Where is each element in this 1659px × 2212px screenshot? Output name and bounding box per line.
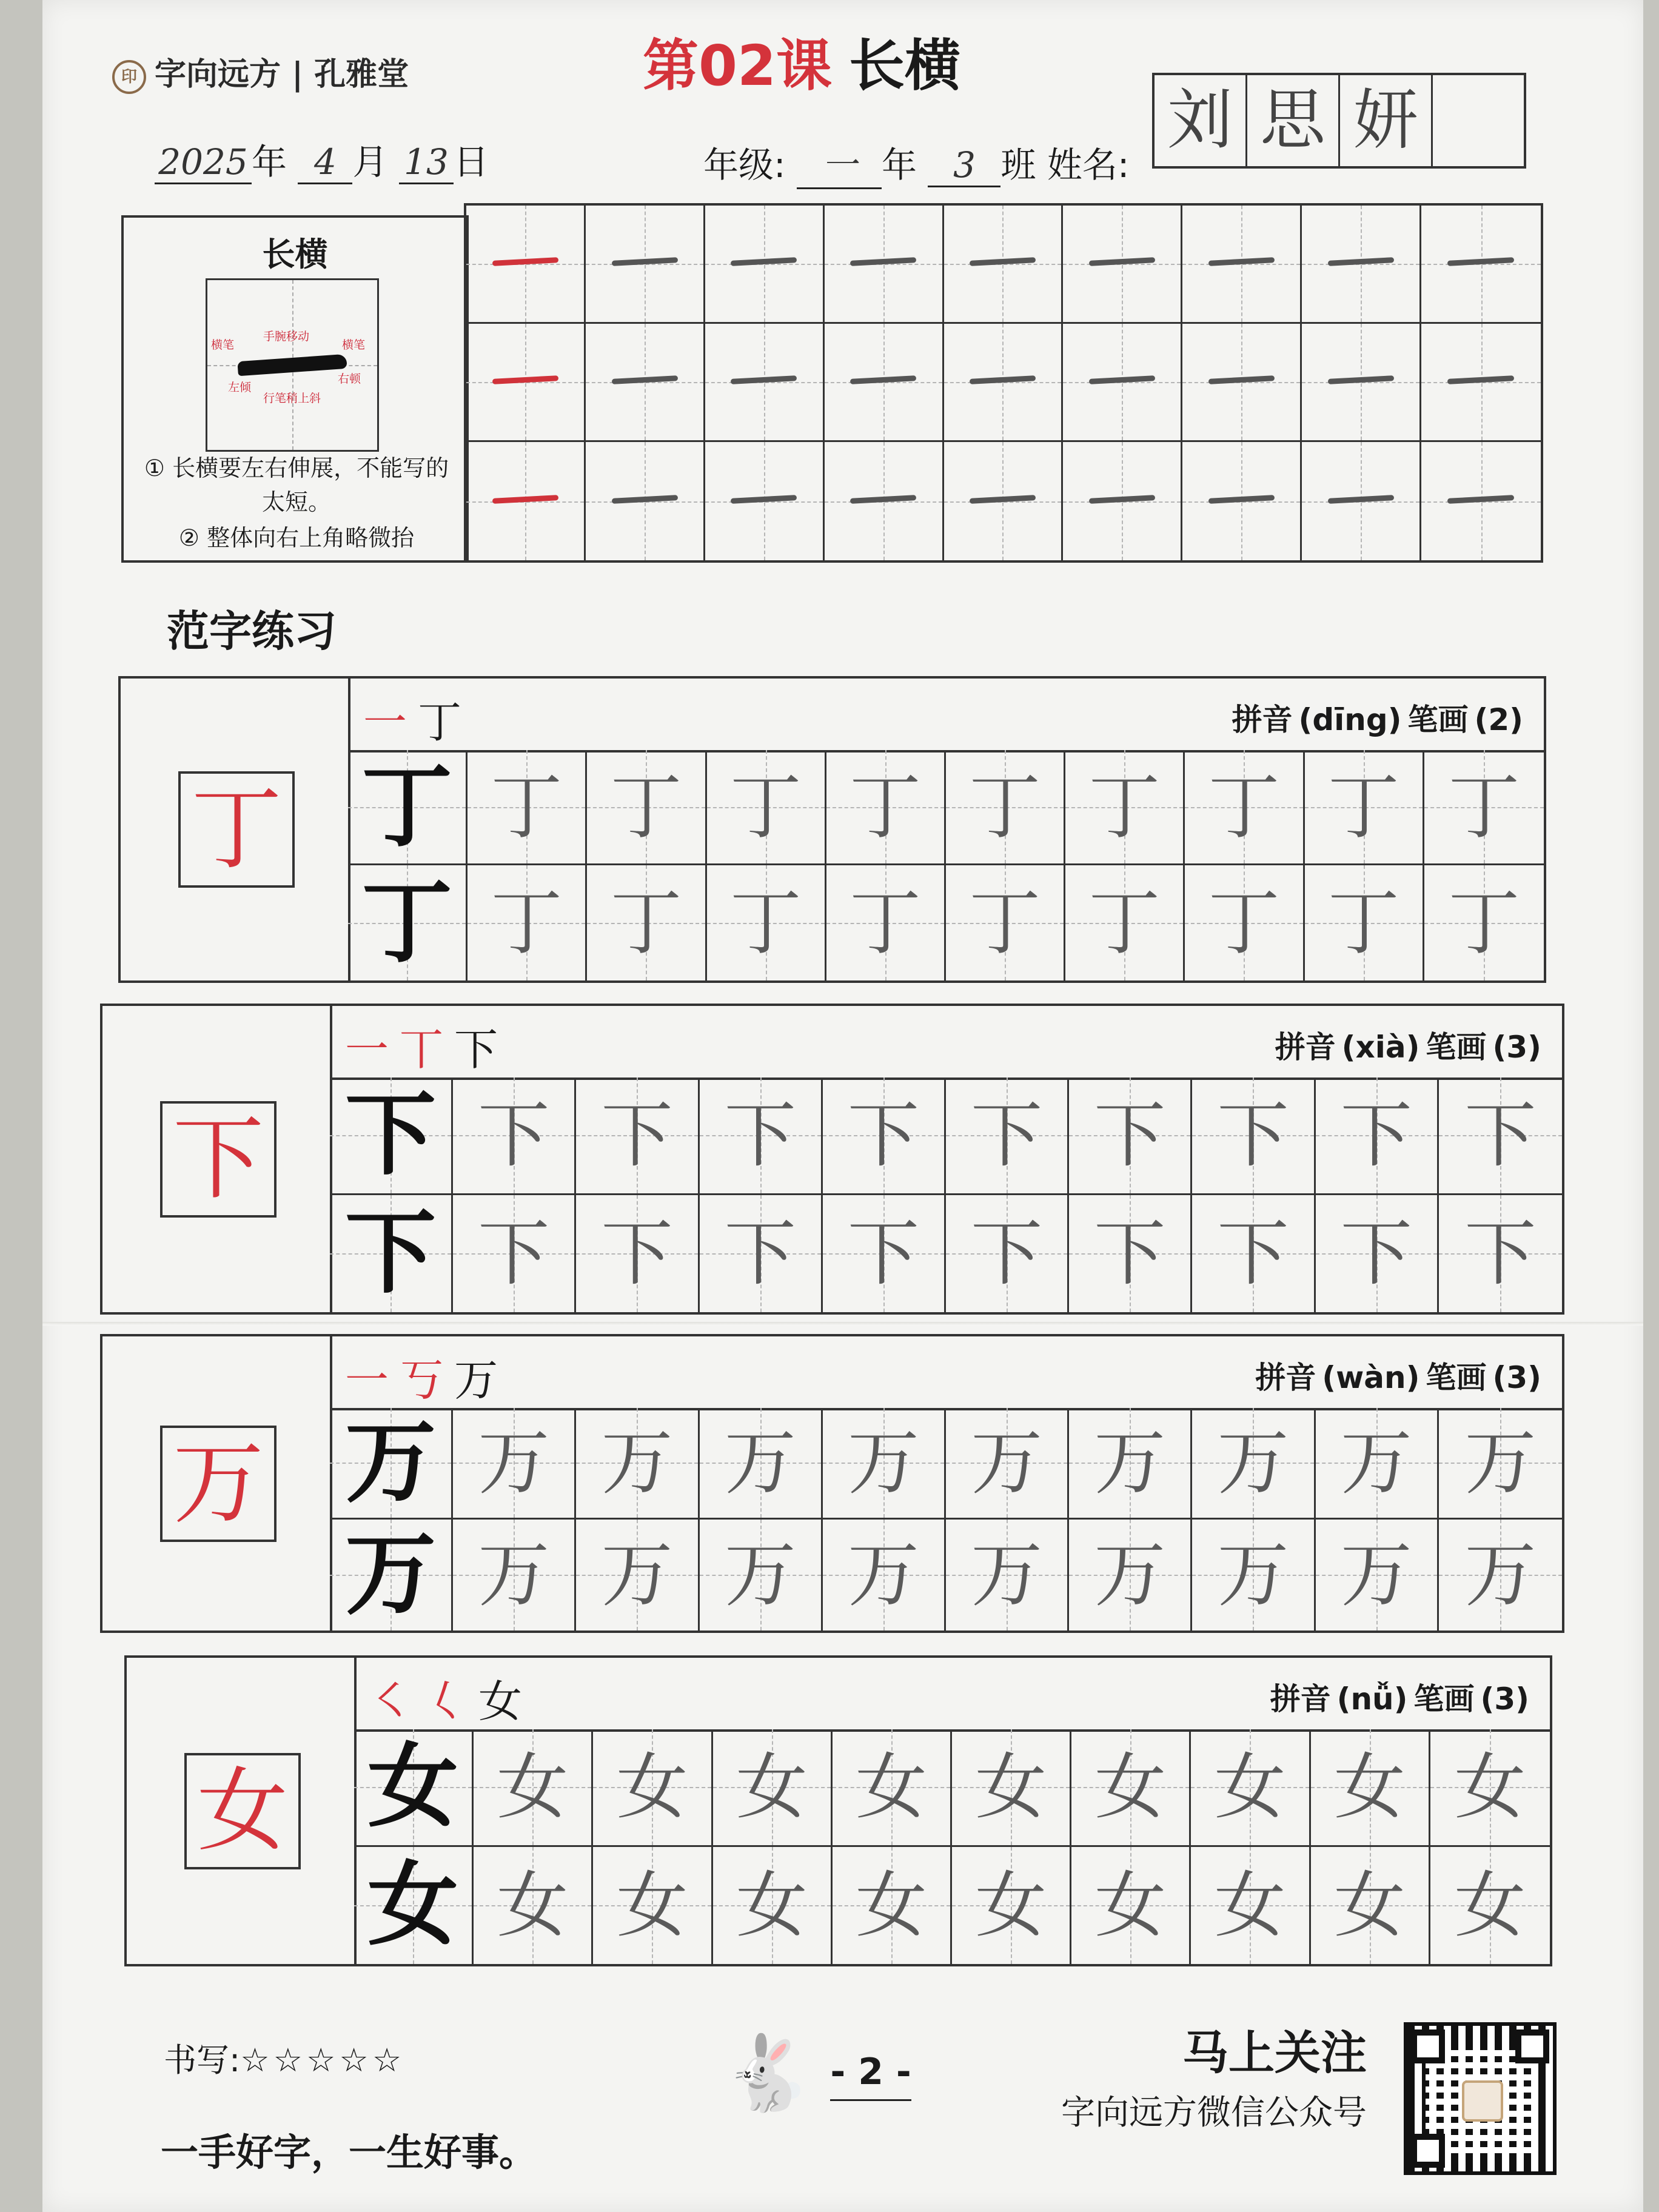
practice-cell[interactable] bbox=[1316, 1078, 1439, 1195]
stroke-order-step: ㇛ bbox=[369, 1676, 424, 1727]
handwritten-character: 万 bbox=[847, 1533, 919, 1617]
handwritten-character: 女 bbox=[736, 1745, 808, 1829]
stroke-order-row bbox=[330, 1336, 1562, 1410]
handwritten-character: 万 bbox=[971, 1421, 1043, 1505]
handwritten-character: 下 bbox=[478, 1212, 550, 1296]
practice-cell[interactable] bbox=[946, 750, 1065, 865]
handwritten-character: 下 bbox=[1217, 1093, 1289, 1178]
handwritten-character: 下 bbox=[1094, 1093, 1166, 1178]
practice-cell[interactable] bbox=[330, 1520, 453, 1631]
handwritten-character: 丁 bbox=[1448, 881, 1520, 965]
stroke-order-step: 丁 bbox=[418, 697, 473, 748]
practice-cell[interactable] bbox=[453, 1195, 576, 1313]
handwritten-character: 下 bbox=[1094, 1212, 1166, 1296]
practice-cell[interactable] bbox=[1305, 750, 1424, 865]
practice-grid bbox=[348, 750, 1544, 980]
practice-cell[interactable] bbox=[1192, 1195, 1315, 1313]
handwritten-character: 万 bbox=[1217, 1533, 1289, 1617]
practice-cell[interactable] bbox=[453, 1408, 576, 1520]
rabbit-icon: 🐇 bbox=[722, 2031, 813, 2116]
handwritten-character: 女 bbox=[975, 1745, 1047, 1829]
pinyin: (xià) bbox=[1341, 1030, 1420, 1065]
handwritten-character: 下 bbox=[971, 1212, 1043, 1296]
practice-cell[interactable] bbox=[1192, 1408, 1315, 1520]
practice-cell[interactable] bbox=[593, 1847, 712, 1965]
stroke-order-step: 丅 bbox=[400, 1024, 455, 1075]
handwritten-character: 女 bbox=[497, 1863, 569, 1948]
stroke-order-step: 女 bbox=[478, 1676, 534, 1727]
strokes: (3) bbox=[1480, 1681, 1529, 1717]
practice-cell[interactable] bbox=[587, 865, 706, 980]
handwritten-character: 万 bbox=[724, 1421, 796, 1505]
practice-cell[interactable] bbox=[466, 324, 586, 442]
diagram-note: 横笔 bbox=[342, 338, 366, 352]
stroke-order-step: 一 bbox=[363, 697, 418, 748]
handwritten-character: 丁 bbox=[1088, 765, 1161, 849]
tip-1: ① 长横要左右伸展，不能写的太短。 bbox=[144, 455, 449, 515]
practice-cell[interactable] bbox=[1424, 865, 1544, 980]
rating bbox=[164, 2034, 405, 2081]
tip-2: ② 整体向右上角略微抬 bbox=[178, 525, 415, 551]
practice-cell[interactable] bbox=[700, 1520, 823, 1631]
practice-cell[interactable] bbox=[576, 1195, 699, 1313]
practice-cell[interactable] bbox=[705, 206, 825, 324]
handwritten-character: 丁 bbox=[969, 765, 1041, 849]
practice-cell[interactable] bbox=[823, 1408, 946, 1520]
practice-cell[interactable] bbox=[713, 1729, 833, 1847]
strokes: (3) bbox=[1492, 1360, 1541, 1395]
handwritten-character: 下 bbox=[1217, 1212, 1289, 1296]
practice-cell[interactable] bbox=[354, 1847, 474, 1965]
practice-cell[interactable] bbox=[587, 750, 706, 865]
practice-cell[interactable] bbox=[1069, 1195, 1192, 1313]
practice-cell[interactable] bbox=[586, 206, 705, 324]
pinyin-info bbox=[1249, 1353, 1541, 1397]
diagram-note: 横笔 bbox=[211, 338, 235, 352]
pinyin-label: 拼音 bbox=[1275, 1030, 1336, 1065]
practice-cell[interactable] bbox=[1430, 1847, 1550, 1965]
practice-cell[interactable] bbox=[1421, 324, 1541, 442]
account-text: 字向远方微信公众号 bbox=[1061, 2093, 1367, 2133]
practice-cell[interactable] bbox=[1191, 1847, 1310, 1965]
practice-cell[interactable] bbox=[1316, 1520, 1439, 1631]
model-character-panel bbox=[121, 679, 350, 980]
practice-cell[interactable] bbox=[1421, 206, 1541, 324]
stroke-lesson-panel bbox=[121, 215, 469, 563]
practice-cell[interactable] bbox=[1069, 1408, 1192, 1520]
diagram-note: 右顿 bbox=[338, 372, 361, 386]
handwritten-character: 万 bbox=[1340, 1421, 1412, 1505]
practice-cell[interactable] bbox=[1071, 1847, 1191, 1965]
character-block bbox=[118, 676, 1546, 983]
practice-cell[interactable] bbox=[946, 1408, 1069, 1520]
pinyin: (dīng) bbox=[1298, 702, 1402, 737]
practice-cell[interactable] bbox=[1065, 865, 1185, 980]
brand-logo bbox=[112, 49, 409, 94]
practice-cell[interactable] bbox=[453, 1078, 576, 1195]
practice-cell[interactable] bbox=[946, 1195, 1069, 1313]
stroke-order-row bbox=[348, 679, 1544, 752]
model-character: 下 bbox=[160, 1101, 276, 1218]
practice-cell[interactable] bbox=[944, 324, 1064, 442]
handwritten-character: 丁 bbox=[1088, 881, 1161, 965]
stroke-order-step: 𡿨 bbox=[424, 1676, 479, 1727]
class-row bbox=[703, 136, 1129, 189]
brand-text: 字向远方 | 孔雅堂 bbox=[155, 56, 409, 93]
practice-cell[interactable] bbox=[586, 324, 705, 442]
pinyin-label: 拼音 bbox=[1232, 702, 1293, 737]
handwritten-character: 下 bbox=[601, 1212, 673, 1296]
handwritten-character: 下 bbox=[1340, 1093, 1412, 1178]
practice-cell[interactable] bbox=[1182, 206, 1302, 324]
qr-logo-icon bbox=[1462, 2080, 1503, 2122]
practice-cell[interactable] bbox=[823, 1520, 946, 1631]
handwritten-character: 下 bbox=[724, 1093, 796, 1178]
handwritten-character: 下 bbox=[847, 1212, 919, 1296]
worksheet bbox=[42, 0, 1643, 2212]
model-character: 下 bbox=[345, 1201, 437, 1307]
name-cell[interactable]: 刘 bbox=[1155, 75, 1247, 166]
model-character-panel bbox=[102, 1336, 332, 1631]
practice-cell[interactable] bbox=[576, 1408, 699, 1520]
diagram-note: 手腕移动 bbox=[263, 330, 310, 343]
practice-cell[interactable] bbox=[826, 865, 946, 980]
stroke-order bbox=[363, 687, 472, 750]
practice-cell[interactable] bbox=[700, 1408, 823, 1520]
practice-cell[interactable] bbox=[1063, 206, 1182, 324]
handwritten-character: 万 bbox=[1217, 1421, 1289, 1505]
handwritten-character: 女 bbox=[1333, 1863, 1406, 1948]
model-character-panel bbox=[102, 1006, 332, 1312]
page-number-text: - 2 - bbox=[830, 2051, 911, 2101]
handwritten-character: 女 bbox=[1214, 1745, 1286, 1829]
pinyin: (wàn) bbox=[1322, 1360, 1420, 1395]
practice-cell[interactable] bbox=[1185, 865, 1304, 980]
name-cell[interactable]: 妍 bbox=[1340, 75, 1433, 166]
handwritten-character: 女 bbox=[497, 1745, 569, 1829]
handwritten-character: 丁 bbox=[491, 881, 563, 965]
practice-cell[interactable] bbox=[700, 1195, 823, 1313]
practice-cell[interactable] bbox=[1316, 1195, 1439, 1313]
practice-cell[interactable] bbox=[1069, 1078, 1192, 1195]
name-grid bbox=[1152, 73, 1526, 169]
stroke-order bbox=[345, 1345, 509, 1408]
stroke-order-step: 下 bbox=[454, 1024, 509, 1075]
stroke-order-step: 一 bbox=[345, 1024, 400, 1075]
strokes-label: 笔画 bbox=[1426, 1030, 1487, 1065]
strokes-label: 笔画 bbox=[1426, 1360, 1487, 1395]
handwritten-character: 丁 bbox=[1208, 765, 1280, 849]
handwritten-character: 下 bbox=[847, 1093, 919, 1178]
diagram-note: 行笔稍上斜 bbox=[263, 392, 321, 405]
practice-cell[interactable] bbox=[1305, 865, 1424, 980]
grade-field[interactable]: 一 bbox=[797, 136, 882, 189]
stroke-order-row bbox=[330, 1006, 1562, 1080]
practice-cell[interactable] bbox=[1185, 750, 1304, 865]
model-character: 丁 bbox=[361, 870, 453, 976]
strokes-label: 笔画 bbox=[1407, 702, 1469, 737]
section-title: 范字练习 bbox=[167, 606, 337, 656]
class-field[interactable]: 3 bbox=[928, 144, 1000, 187]
practice-cell[interactable] bbox=[707, 750, 826, 865]
seal-icon: 印 bbox=[112, 60, 146, 94]
character-block bbox=[100, 1334, 1564, 1633]
day-label: 日 bbox=[453, 141, 489, 183]
practice-cell[interactable] bbox=[825, 442, 944, 560]
practice-cell[interactable] bbox=[823, 1078, 946, 1195]
practice-cell[interactable] bbox=[474, 1847, 593, 1965]
handwritten-character: 丁 bbox=[491, 765, 563, 849]
practice-cell[interactable] bbox=[1182, 324, 1302, 442]
pinyin-info bbox=[1269, 1023, 1541, 1067]
handwritten-character: 女 bbox=[1454, 1863, 1526, 1948]
practice-cell[interactable] bbox=[700, 1078, 823, 1195]
name-cell[interactable]: 思 bbox=[1247, 75, 1340, 166]
handwritten-character: 女 bbox=[1333, 1745, 1406, 1829]
lesson-name: 长横 bbox=[849, 33, 961, 98]
handwritten-character: 丁 bbox=[1327, 765, 1399, 849]
practice-cell[interactable] bbox=[705, 442, 825, 560]
handwritten-character: 丁 bbox=[729, 765, 802, 849]
practice-cell[interactable] bbox=[466, 206, 586, 324]
handwritten-character: 丁 bbox=[1327, 881, 1399, 965]
handwritten-character: 万 bbox=[478, 1421, 550, 1505]
practice-cell[interactable] bbox=[1439, 1520, 1562, 1631]
date-month[interactable]: 4 bbox=[298, 141, 352, 184]
handwritten-character: 丁 bbox=[849, 881, 921, 965]
name-label: 姓名: bbox=[1047, 144, 1130, 186]
practice-cell[interactable] bbox=[825, 206, 944, 324]
model-character: 丁 bbox=[361, 754, 453, 860]
stroke-demo bbox=[206, 278, 379, 452]
character-block bbox=[100, 1004, 1564, 1315]
model-character: 万 bbox=[345, 1410, 437, 1516]
model-character: 女 bbox=[367, 1852, 459, 1959]
stroke-practice-grid bbox=[464, 203, 1543, 563]
practice-cell[interactable] bbox=[944, 206, 1064, 324]
practice-cell[interactable] bbox=[593, 1729, 712, 1847]
handwritten-character: 万 bbox=[601, 1421, 673, 1505]
handwritten-character: 万 bbox=[478, 1533, 550, 1617]
practice-grid bbox=[354, 1729, 1550, 1964]
model-character: 丁 bbox=[178, 771, 295, 888]
diagram-note: 左倾 bbox=[228, 381, 252, 394]
handwritten-character: 万 bbox=[1464, 1533, 1537, 1617]
stroke-order bbox=[369, 1666, 533, 1729]
handwritten-character: 万 bbox=[971, 1533, 1043, 1617]
page-number bbox=[722, 2031, 911, 2116]
practice-cell[interactable] bbox=[1302, 324, 1421, 442]
practice-cell[interactable] bbox=[952, 1847, 1071, 1965]
handwritten-character: 女 bbox=[616, 1863, 688, 1948]
practice-cell[interactable] bbox=[944, 442, 1064, 560]
handwritten-character: 女 bbox=[1094, 1863, 1167, 1948]
handwritten-character: 下 bbox=[1464, 1212, 1537, 1296]
model-character: 下 bbox=[345, 1082, 437, 1188]
practice-cell[interactable] bbox=[330, 1408, 453, 1520]
practice-cell[interactable] bbox=[348, 865, 468, 980]
practice-cell[interactable] bbox=[1439, 1195, 1562, 1313]
model-character: 万 bbox=[345, 1522, 437, 1628]
rating-stars[interactable]: ☆☆☆☆☆ bbox=[240, 2041, 406, 2079]
date-row bbox=[155, 133, 489, 184]
practice-cell[interactable] bbox=[348, 750, 468, 865]
practice-cell[interactable] bbox=[946, 865, 1065, 980]
pinyin-label: 拼音 bbox=[1270, 1681, 1331, 1717]
practice-cell[interactable] bbox=[1302, 442, 1421, 560]
handwritten-character: 下 bbox=[1464, 1093, 1537, 1178]
practice-cell[interactable] bbox=[833, 1729, 952, 1847]
practice-cell[interactable] bbox=[1191, 1729, 1310, 1847]
name-cell[interactable] bbox=[1433, 75, 1524, 166]
qr-code-icon[interactable] bbox=[1404, 2022, 1557, 2175]
practice-cell[interactable] bbox=[705, 324, 825, 442]
practice-grid bbox=[330, 1078, 1562, 1312]
strokes: (3) bbox=[1492, 1030, 1541, 1065]
handwritten-character: 女 bbox=[616, 1745, 688, 1829]
follow-text: 马上关注 bbox=[1182, 2026, 1367, 2080]
handwritten-character: 丁 bbox=[610, 765, 682, 849]
handwritten-character: 万 bbox=[1464, 1421, 1537, 1505]
practice-cell[interactable] bbox=[1439, 1078, 1562, 1195]
practice-cell[interactable] bbox=[833, 1847, 952, 1965]
handwritten-character: 万 bbox=[724, 1533, 796, 1617]
strokes: (2) bbox=[1474, 702, 1523, 737]
handwritten-character: 女 bbox=[1214, 1863, 1286, 1948]
practice-cell[interactable] bbox=[1069, 1520, 1192, 1631]
handwritten-character: 下 bbox=[478, 1093, 550, 1178]
practice-cell[interactable] bbox=[1311, 1847, 1430, 1965]
handwritten-character: 万 bbox=[601, 1533, 673, 1617]
stroke-order-step: 丂 bbox=[400, 1355, 455, 1406]
grade-unit: 年 bbox=[881, 144, 917, 186]
pinyin-info bbox=[1225, 695, 1523, 739]
model-character: 女 bbox=[367, 1734, 459, 1840]
date-day[interactable]: 13 bbox=[399, 141, 454, 184]
handwritten-character: 下 bbox=[971, 1093, 1043, 1178]
stroke-order-row bbox=[354, 1658, 1550, 1732]
pinyin-label: 拼音 bbox=[1255, 1360, 1316, 1395]
practice-cell[interactable] bbox=[1182, 442, 1302, 560]
practice-cell[interactable] bbox=[713, 1847, 833, 1965]
practice-cell[interactable] bbox=[1065, 750, 1185, 865]
practice-cell[interactable] bbox=[453, 1520, 576, 1631]
practice-cell[interactable] bbox=[826, 750, 946, 865]
handwritten-character: 下 bbox=[1340, 1212, 1412, 1296]
practice-grid bbox=[330, 1408, 1562, 1631]
handwritten-character: 万 bbox=[1094, 1421, 1166, 1505]
model-character: 万 bbox=[160, 1426, 276, 1542]
lesson-title bbox=[643, 21, 960, 101]
practice-cell[interactable] bbox=[1063, 324, 1182, 442]
practice-cell[interactable] bbox=[1071, 1729, 1191, 1847]
practice-cell[interactable] bbox=[1192, 1520, 1315, 1631]
practice-cell[interactable] bbox=[946, 1520, 1069, 1631]
practice-cell[interactable] bbox=[474, 1729, 593, 1847]
practice-cell[interactable] bbox=[952, 1729, 1071, 1847]
month-label: 月 bbox=[352, 141, 388, 183]
practice-cell[interactable] bbox=[330, 1078, 453, 1195]
stroke-order-step: 一 bbox=[345, 1355, 400, 1406]
practice-cell[interactable] bbox=[354, 1729, 474, 1847]
practice-cell[interactable] bbox=[707, 865, 826, 980]
practice-cell[interactable] bbox=[1311, 1729, 1430, 1847]
practice-cell[interactable] bbox=[1063, 442, 1182, 560]
practice-cell[interactable] bbox=[1439, 1408, 1562, 1520]
pinyin-info bbox=[1264, 1675, 1529, 1718]
stroke-title: 长横 bbox=[262, 235, 328, 273]
practice-cell[interactable] bbox=[946, 1078, 1069, 1195]
stroke-order bbox=[345, 1014, 509, 1078]
practice-cell[interactable] bbox=[1430, 1729, 1550, 1847]
rating-label: 书写: bbox=[164, 2041, 241, 2079]
handwritten-character: 万 bbox=[1094, 1533, 1166, 1617]
practice-cell[interactable] bbox=[1424, 750, 1544, 865]
paper-fold bbox=[42, 1322, 1643, 1326]
handwritten-character: 女 bbox=[855, 1863, 927, 1948]
handwritten-character: 女 bbox=[855, 1745, 927, 1829]
practice-cell[interactable] bbox=[1192, 1078, 1315, 1195]
practice-cell[interactable] bbox=[576, 1078, 699, 1195]
handwritten-character: 女 bbox=[736, 1863, 808, 1948]
stroke-order-step: 万 bbox=[454, 1355, 509, 1406]
handwritten-character: 万 bbox=[1340, 1533, 1412, 1617]
practice-cell[interactable] bbox=[466, 442, 586, 560]
handwritten-character: 丁 bbox=[969, 881, 1041, 965]
practice-cell[interactable] bbox=[1302, 206, 1421, 324]
practice-cell[interactable] bbox=[576, 1520, 699, 1631]
handwritten-character: 丁 bbox=[610, 881, 682, 965]
pinyin: (nǚ) bbox=[1336, 1681, 1408, 1717]
handwritten-character: 下 bbox=[601, 1093, 673, 1178]
class-unit: 班 bbox=[1000, 144, 1036, 186]
handwritten-character: 丁 bbox=[849, 765, 921, 849]
practice-cell[interactable] bbox=[586, 442, 705, 560]
grade-label: 年级: bbox=[703, 144, 786, 186]
strokes-label: 笔画 bbox=[1413, 1681, 1475, 1717]
practice-cell[interactable] bbox=[1316, 1408, 1439, 1520]
handwritten-character: 丁 bbox=[729, 881, 802, 965]
practice-cell[interactable] bbox=[468, 865, 587, 980]
practice-cell[interactable] bbox=[468, 750, 587, 865]
handwritten-character: 丁 bbox=[1208, 881, 1280, 965]
handwritten-character: 女 bbox=[1094, 1745, 1167, 1829]
handwritten-character: 女 bbox=[975, 1863, 1047, 1948]
practice-cell[interactable] bbox=[1421, 442, 1541, 560]
character-block bbox=[124, 1655, 1552, 1966]
handwritten-character: 女 bbox=[1454, 1745, 1526, 1829]
handwritten-character: 丁 bbox=[1448, 765, 1520, 849]
handwritten-character: 下 bbox=[724, 1212, 796, 1296]
model-character-panel bbox=[127, 1658, 357, 1964]
handwritten-character: 万 bbox=[847, 1421, 919, 1505]
lesson-number: 第02课 bbox=[643, 33, 833, 98]
model-character: 女 bbox=[184, 1753, 301, 1869]
year-label: 年 bbox=[252, 141, 287, 183]
motto: 一手好字，一生好事。 bbox=[161, 2130, 537, 2174]
practice-cell[interactable] bbox=[330, 1195, 453, 1313]
date-year[interactable]: 2025 bbox=[155, 141, 252, 184]
practice-cell[interactable] bbox=[825, 324, 944, 442]
practice-cell[interactable] bbox=[823, 1195, 946, 1313]
